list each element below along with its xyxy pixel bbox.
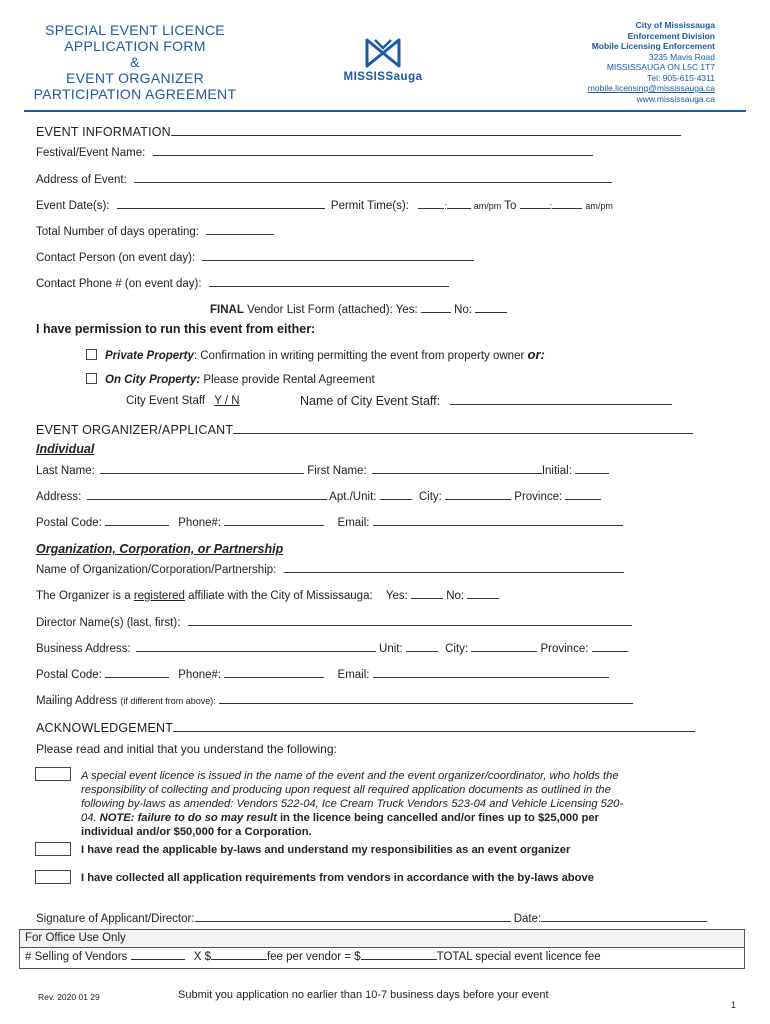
form-title: SPECIAL EVENT LICENCE APPLICATION FORM & EVENT ORGANIZER PARTICIPATION AGREEMENT: [33, 22, 237, 102]
logo-wordmark: MISSISSauga: [343, 71, 423, 83]
initial-box-2[interactable]: [35, 842, 71, 856]
director-row: Director Name(s) (last, first):: [36, 615, 632, 629]
private-property-row: Private Property: Confirmation in writing permitting the event from property owner or:: [86, 347, 545, 362]
city-staff-name-row: Name of City Event Staff:: [300, 394, 672, 408]
last-name-field[interactable]: [100, 463, 304, 474]
permit-end-min[interactable]: [552, 198, 582, 209]
organizer-heading: EVENT ORGANIZER/APPLICANT: [36, 421, 693, 437]
city-property-row: On City Property: Please provide Rental Agreement: [86, 373, 375, 386]
revision-date: Rev. 2020 01 29: [38, 992, 100, 1002]
initial-field[interactable]: [575, 463, 609, 474]
contact-phone-row: Contact Phone # (on event day):: [36, 276, 449, 290]
business-city-field[interactable]: [471, 641, 537, 652]
festival-name-row: Festival/Event Name:: [36, 145, 593, 159]
individual-province-field[interactable]: [565, 489, 601, 500]
affiliate-row: The Organizer is a registered affiliate with the City of Mississauga: Yes: No:: [36, 588, 499, 602]
permission-heading: I have permission to run this event from either:: [36, 322, 316, 336]
vendor-count-field[interactable]: [131, 949, 185, 960]
days-operating-row: Total Number of days operating:: [36, 224, 274, 238]
business-phone-field[interactable]: [224, 667, 324, 678]
submission-note: Submit you application no earlier than 10-7 business days before your event: [178, 989, 549, 1001]
business-province-field[interactable]: [592, 641, 628, 652]
office-fee-row: # Selling of Vendors X $ fee per vendor = $ TOTAL special event licence fee: [25, 951, 601, 963]
individual-postal-row: Postal Code: Phone#: Email:: [36, 515, 623, 529]
vendor-list-row: FINAL Vendor List Form (attached): Yes: No:: [210, 302, 507, 316]
individual-address-row: Address: Apt./Unit: City: Province:: [36, 489, 601, 503]
city-staff-yn[interactable]: Y / N: [214, 395, 240, 407]
ack-paragraph-1: A special event licence is issued in the name of the event and the event organizer/coordinator, who holds the responsibility of collecting and producing upon request all required application documents as outlined in the following by-laws as amended: Vendors 522-04, Ice Cream Truck Vendors 523-04 and Vehicle Licensing 520- 04. NOTE: failure to do so may result in the licence being cancelled and/or fines up to $25,000 per individual and/or $50,000 for a Corporation.: [81, 770, 624, 838]
org-name-field[interactable]: [284, 562, 624, 573]
acknowledgement-intro: Please read and initial that you understand the following:: [36, 742, 337, 756]
festival-name-field[interactable]: [153, 145, 593, 156]
affiliate-yes-field[interactable]: [411, 588, 443, 599]
acknowledgement-heading: ACKNOWLEDGEMENT: [36, 719, 695, 735]
contact-person-row: Contact Person (on event day):: [36, 250, 474, 264]
event-dates-row: Event Date(s): Permit Time(s): : am/pm To : am/pm: [36, 200, 613, 212]
org-name-row: Name of Organization/Corporation/Partnership:: [36, 562, 624, 576]
mailing-address-row: Mailing Address (if different from above):: [36, 693, 633, 707]
header-divider: [24, 110, 746, 112]
individual-address-field[interactable]: [87, 489, 327, 500]
individual-postal-field[interactable]: [105, 515, 169, 526]
private-property-checkbox[interactable]: [86, 349, 97, 360]
ack-paragraph-3: I have collected all application requirements from vendors in accordance with the by-laws above: [81, 872, 594, 884]
business-email-field[interactable]: [373, 667, 609, 678]
office-use-box: [19, 929, 745, 969]
fee-per-vendor-field[interactable]: [211, 949, 267, 960]
individual-email-field[interactable]: [373, 515, 623, 526]
office-use-header: For Office Use Only: [20, 930, 744, 948]
permit-start-min[interactable]: [447, 198, 471, 209]
signature-row: Signature of Applicant/Director: Date:: [36, 911, 707, 925]
vendor-list-no-field[interactable]: [475, 302, 507, 313]
website-link[interactable]: www.mississauga.ca: [636, 93, 715, 104]
permit-start-hour[interactable]: [418, 198, 444, 209]
page-number: 1: [731, 1000, 737, 1010]
business-postal-row: Postal Code: Phone#: Email:: [36, 667, 609, 681]
individual-apt-field[interactable]: [380, 489, 412, 500]
days-operating-field[interactable]: [206, 224, 274, 235]
organization-subheading: Organization, Corporation, or Partnership: [36, 542, 284, 556]
director-field[interactable]: [188, 615, 632, 626]
event-dates-field[interactable]: [117, 198, 325, 209]
business-address-row: Business Address: Unit: City: Province:: [36, 641, 628, 655]
city-staff-name-field[interactable]: [450, 394, 672, 405]
event-address-row: Address of Event:: [36, 172, 612, 186]
individual-city-field[interactable]: [445, 489, 511, 500]
total-fee-field[interactable]: [361, 949, 437, 960]
city-property-checkbox[interactable]: [86, 373, 97, 384]
initial-box-1[interactable]: [35, 767, 71, 781]
contact-person-field[interactable]: [202, 250, 474, 261]
signature-field[interactable]: [195, 911, 511, 922]
vendor-list-yes-field[interactable]: [421, 302, 451, 313]
name-row: Last Name: First Name: Initial:: [36, 463, 609, 477]
date-field[interactable]: [541, 911, 707, 922]
individual-phone-field[interactable]: [224, 515, 324, 526]
event-address-field[interactable]: [134, 172, 612, 183]
contact-block: City of Mississauga Enforcement Division Mobile Licensing Enforcement 3235 Mavis Road MISSISSAUGA ON L5C 1T7 Tel: 905-615-4311 mobile.licensing@mississauga.ca www.mississauga.ca: [587, 20, 715, 104]
business-postal-field[interactable]: [105, 667, 169, 678]
business-address-field[interactable]: [136, 641, 376, 652]
ack-paragraph-2: I have read the applicable by-laws and understand my responsibilities as an event organizer: [81, 844, 571, 856]
initial-box-3[interactable]: [35, 870, 71, 884]
event-info-heading: EVENT INFORMATION: [36, 123, 681, 139]
email-link[interactable]: mobile.licensing@mississauga.ca: [587, 83, 715, 93]
contact-phone-field[interactable]: [209, 276, 449, 287]
first-name-field[interactable]: [372, 463, 542, 474]
business-unit-field[interactable]: [406, 641, 438, 652]
mississauga-logo: [342, 38, 424, 83]
logo-mark-icon: [365, 38, 401, 68]
permit-end-hour[interactable]: [520, 198, 550, 209]
individual-subheading: Individual: [36, 442, 95, 456]
affiliate-no-field[interactable]: [467, 588, 499, 599]
city-staff-row: City Event Staff Y / N: [126, 395, 240, 407]
mailing-address-field[interactable]: [219, 693, 633, 704]
